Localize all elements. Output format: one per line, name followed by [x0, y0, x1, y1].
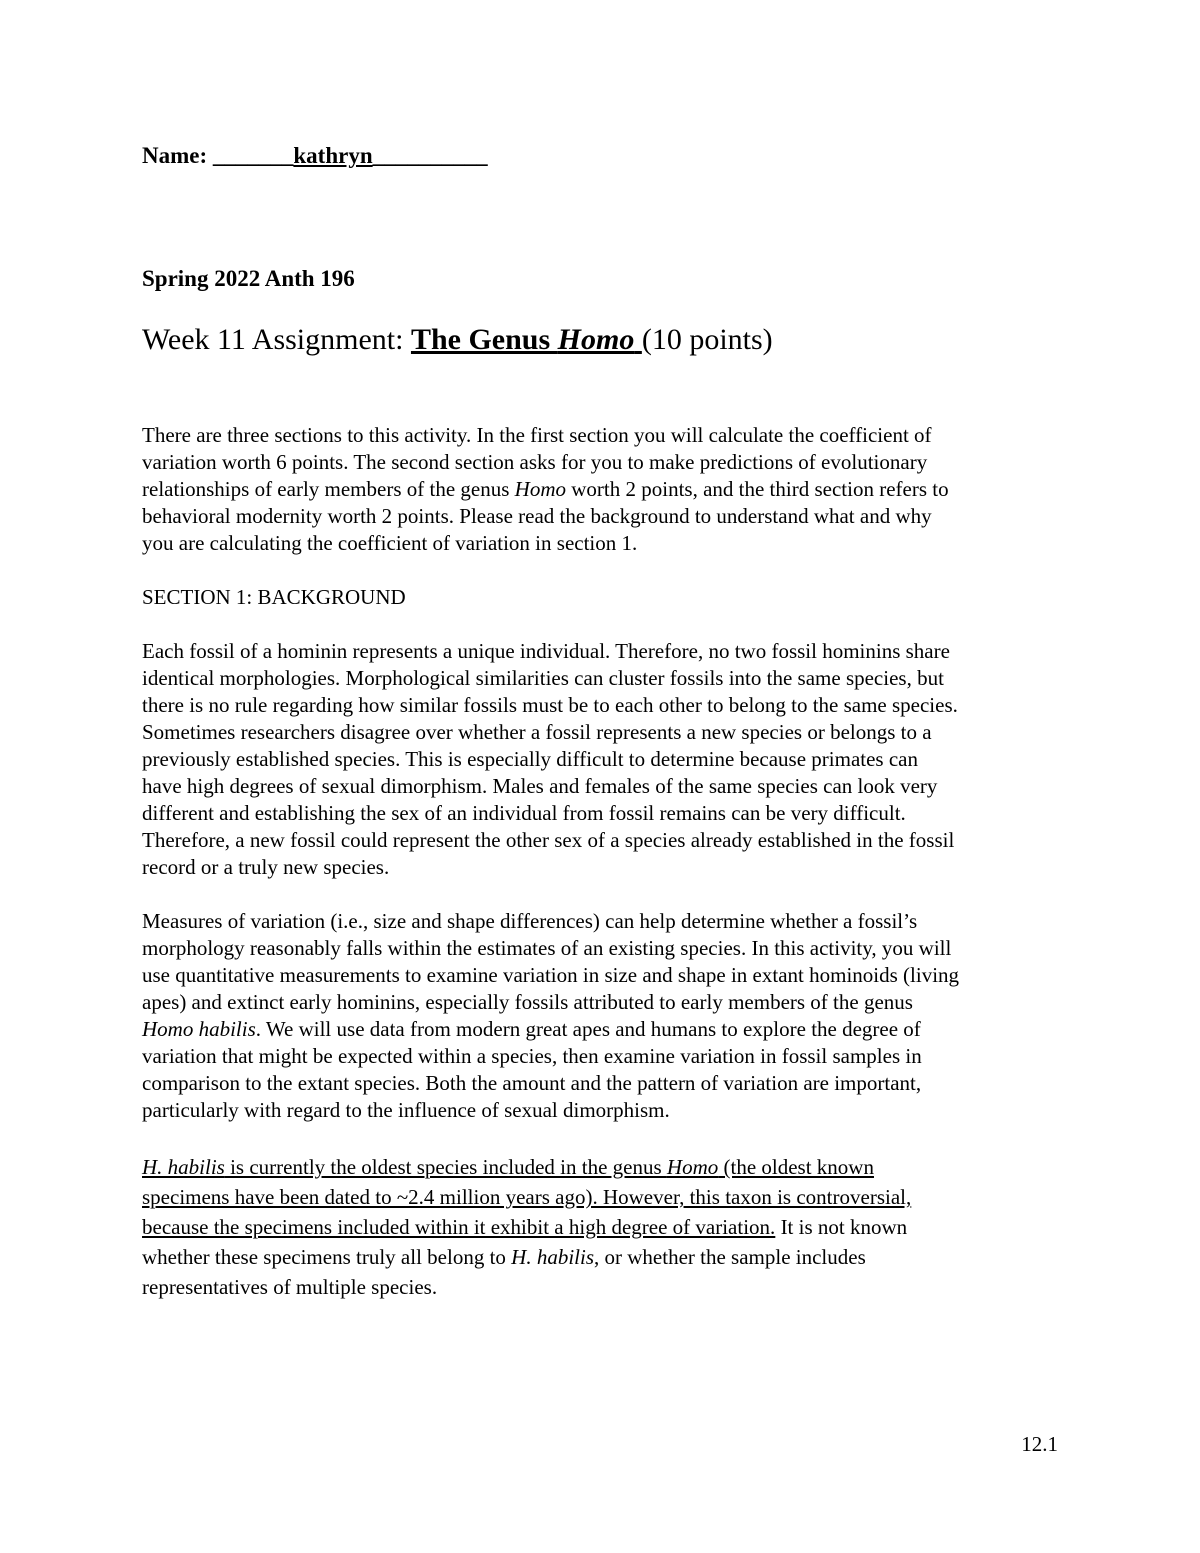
paragraph-line: variation that might be expected within a species, then examine variation in fossil samples in — [142, 1044, 922, 1068]
background-paragraph-2 — [142, 908, 1062, 1124]
paragraph-line: different and establishing the sex of an individual from fossil remains can be very difficult. — [142, 801, 906, 825]
name-label: Name: — [142, 143, 208, 168]
paragraph-line: use quantitative measurements to examine variation in size and shape in extant hominoids (living — [142, 963, 960, 987]
assignment-title — [142, 323, 773, 357]
intro-line: variation worth 6 points. The second section asks for you to make predictions of evolutionary — [142, 450, 928, 474]
paragraph-line: apes) and extinct early hominins, especially fossils attributed to early members of the genus — [142, 990, 913, 1014]
background-paragraph-1 — [142, 638, 1062, 881]
intro-text: worth 2 points, and the third section refers to — [566, 477, 949, 501]
page-number: 12.1 — [1021, 1432, 1058, 1456]
paragraph-text: (the oldest known — [718, 1155, 874, 1179]
paragraph-line — [142, 1242, 1062, 1272]
species-name: H. habilis — [142, 1155, 225, 1179]
title-underlined — [411, 323, 642, 356]
paragraph-text: . We will use data from modern great apes and humans to explore the degree of — [255, 1017, 921, 1041]
paragraph-line: representatives of multiple species. — [142, 1275, 438, 1299]
intro-line: behavioral modernity worth 2 points. Please read the background to understand what and why — [142, 504, 932, 528]
title-space — [634, 323, 642, 356]
genus-name: Homo — [666, 1155, 719, 1179]
paragraph-line: comparison to the extant species. Both the amount and the pattern of variation are important, — [142, 1071, 922, 1095]
paragraph-line: previously established species. This is especially difficult to determine because primates can — [142, 747, 918, 771]
name-value: kathryn — [293, 143, 373, 168]
paragraph-line: Therefore, a new fossil could represent the other sex of a species already established in the fossil — [142, 828, 955, 852]
paragraph-line: there is no rule regarding how similar fossils must be to each other to belong to the same species. — [142, 693, 958, 717]
name-field — [142, 143, 488, 169]
name-blank-before: _______ — [212, 143, 294, 168]
intro-line: There are three sections to this activity. In the first section you will calculate the coefficient of — [142, 423, 932, 447]
paragraph-line — [142, 1016, 1062, 1043]
paragraph-line: particularly with regard to the influence of sexual dimorphism. — [142, 1098, 670, 1122]
title-genus: The Genus — [410, 323, 558, 356]
paragraph-line: Measures of variation (i.e., size and shape differences) can help determine whether a fossil’s — [142, 909, 918, 933]
name-blank-after: __________ — [372, 143, 488, 168]
underlined-text: because the specimens included within it exhibit a high degree of variation. — [142, 1215, 776, 1239]
paragraph-line — [142, 1152, 1062, 1182]
title-suffix: (10 points) — [641, 323, 773, 356]
paragraph-text: , or whether the sample includes — [594, 1245, 866, 1269]
paragraph-text: is currently the oldest species included in the genus — [224, 1155, 667, 1179]
intro-text: relationships of early members of the genus — [142, 477, 515, 501]
paragraph-text: whether these specimens truly all belong to — [142, 1245, 512, 1269]
paragraph-line — [142, 1212, 1062, 1242]
paragraph-line: Sometimes researchers disagree over whether a fossil represents a new species or belongs to a — [142, 720, 932, 744]
paragraph-line: specimens have been dated to ~2.4 million years ago). However, this taxon is controversial, — [142, 1185, 912, 1209]
intro-line: you are calculating the coefficient of variation in section 1. — [142, 531, 638, 555]
section-heading — [142, 584, 1062, 611]
background-paragraph-3 — [142, 1152, 1062, 1302]
title-homo: Homo — [557, 323, 635, 356]
paragraph-line: record or a truly new species. — [142, 855, 390, 879]
paragraph-line: morphology reasonably falls within the estimates of an existing species. In this activity, you will — [142, 936, 952, 960]
species-name: Homo habilis — [142, 1017, 256, 1041]
paragraph-text: It is not known — [775, 1215, 908, 1239]
intro-italic: Homo — [514, 477, 566, 501]
paragraph-line: have high degrees of sexual dimorphism. Males and females of the same species can look very — [142, 774, 938, 798]
intro-line — [142, 476, 1062, 503]
paragraph-line: Each fossil of a hominin represents a unique individual. Therefore, no two fossil hominins share — [142, 639, 950, 663]
intro-paragraph — [142, 422, 1062, 557]
course-title: Spring 2022 Anth 196 — [142, 266, 355, 291]
paragraph-line: identical morphologies. Morphological similarities can cluster fossils into the same species, but — [142, 666, 944, 690]
title-prefix: Week 11 Assignment: — [142, 323, 411, 356]
section-heading-text: SECTION 1: BACKGROUND — [142, 585, 406, 609]
species-name: H. habilis — [511, 1245, 594, 1269]
